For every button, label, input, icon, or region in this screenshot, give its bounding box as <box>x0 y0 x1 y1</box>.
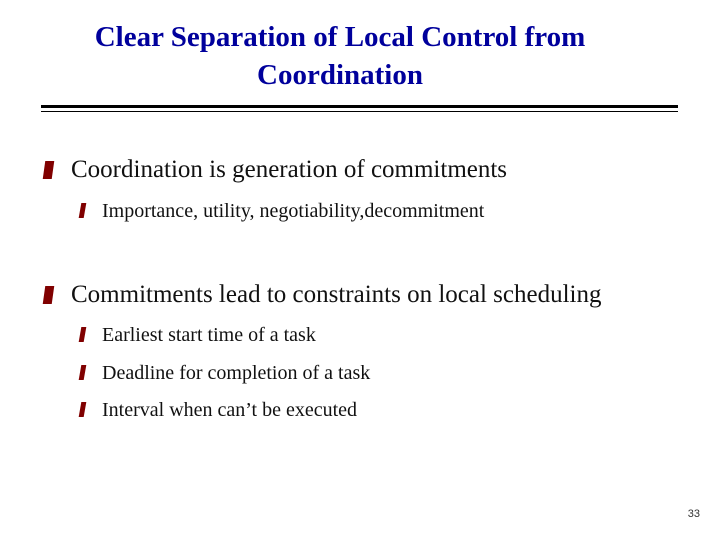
sub-bullet-marker-icon <box>79 402 87 417</box>
title-divider-thick <box>41 105 678 108</box>
sub-bullet-marker-icon <box>79 327 87 342</box>
sub-bullet-text: Importance, utility, negotiability,decommitment <box>102 200 485 222</box>
sub-bullet-text: Interval when can’t be executed <box>102 399 358 421</box>
bullet-text: Commitments lead to constraints on local scheduling <box>71 281 602 308</box>
sub-bullet-marker-icon <box>79 203 87 218</box>
title-divider-thin <box>41 111 678 112</box>
sub-bullet-marker-icon <box>79 365 87 380</box>
bullet-marker-icon <box>43 161 55 179</box>
sub-bullet-text: Earliest start time of a task <box>102 324 316 346</box>
sub-bullet-text: Deadline for completion of a task <box>102 362 371 384</box>
bullet-text: Coordination is generation of commitments <box>71 156 508 183</box>
slide-title-line-1: Clear Separation of Local Control from <box>94 21 586 53</box>
bullet-marker-icon <box>43 286 55 304</box>
slide-title <box>0 18 680 94</box>
page-number: 33 <box>687 508 700 520</box>
slide-title-line-2: Coordination <box>257 59 423 91</box>
